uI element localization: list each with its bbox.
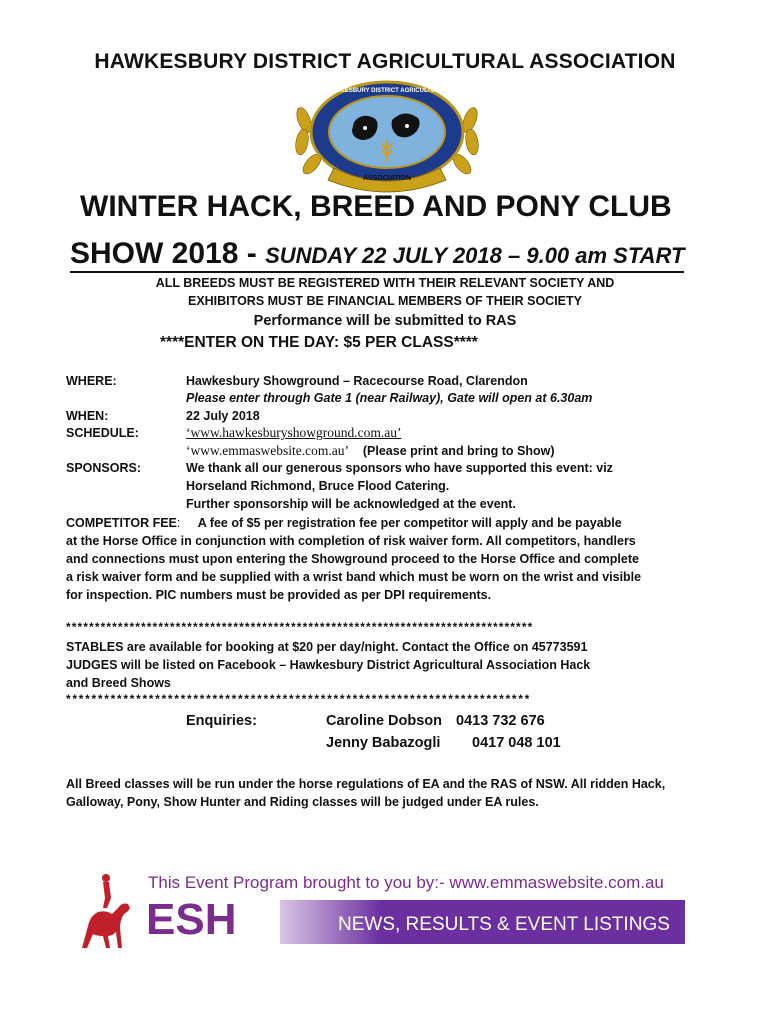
gate-note: Please enter through Gate 1 (near Railway), Gate will open at 6.30am: [186, 391, 593, 405]
event-date-start: SUNDAY 22 JULY 2018 – 9.00 am START: [265, 243, 685, 268]
organisation-name: HAWKESBURY DISTRICT AGRICULTURAL ASSOCIATION: [94, 50, 676, 73]
registration-notice-1: ALL BREEDS MUST BE REGISTERED WITH THEIR RELEVANT SOCIETY AND: [155, 276, 615, 290]
competitor-fee-label: COMPETITOR FEE: [66, 516, 177, 530]
competitor-fee-text-1: A fee of $5 per registration fee per competitor will apply and be payable: [197, 516, 622, 530]
where-value: Hawkesbury Showground – Racecourse Road, Clarendon: [186, 374, 528, 388]
sponsor-banner[interactable]: [70, 864, 690, 954]
logo-top-text: HAWKESBURY DISTRICT AGRICULTURAL: [326, 88, 448, 94]
competitor-fee-line-3: and connections must upon entering the Showground proceed to the Horse Office and complete: [66, 552, 639, 566]
where-label: WHERE:: [66, 374, 117, 388]
competitor-fee-line-4: a risk waiver form and be supplied with a wrist band which must be worn on the wrist and visible: [66, 570, 642, 584]
banner-bar-text: NEWS, RESULTS & EVENT LISTINGS: [338, 914, 670, 935]
logo-bottom-text: ASSOCIATION: [362, 175, 412, 182]
enter-on-day-notice: ****ENTER ON THE DAY: $5 PER CLASS****: [160, 334, 478, 351]
when-label: WHEN:: [66, 409, 109, 423]
banner-graphic: [70, 864, 690, 954]
registration-notice-2: EXHIBITORS MUST BE FINANCIAL MEMBERS OF THEIR SOCIETY: [187, 294, 582, 308]
enquiries-label: Enquiries:: [186, 713, 257, 729]
contact-name-2: Jenny Babazogli: [326, 735, 441, 751]
event-title-line2: [70, 237, 684, 273]
competitor-fee-line-1: [66, 514, 716, 532]
stables-judges-block: [66, 638, 716, 692]
contact-name-1: Caroline Dobson: [326, 713, 443, 729]
sponsors-label: SPONSORS:: [66, 461, 142, 475]
schedule-link-showground[interactable]: ‘www.hawkesburyshowground.com.au’: [186, 425, 402, 440]
judges-notice-2: and Breed Shows: [66, 676, 171, 690]
contact-phone-2[interactable]: 0417 048 101: [472, 735, 561, 751]
stables-notice: STABLES are available for booking at $20 per day/night. Contact the Office on 45773591: [66, 640, 588, 654]
performance-notice: Performance will be submitted to RAS: [253, 313, 517, 329]
contact-phone-1[interactable]: 0413 732 676: [456, 713, 545, 729]
banner-brand-logo: ESH: [146, 895, 237, 944]
sponsors-line-3: Further sponsorship will be acknowledged at the event.: [186, 497, 516, 511]
rules-paragraph: [66, 775, 726, 811]
when-value: 22 July 2018: [186, 409, 260, 423]
separator-stars-2: *************************************************************************: [66, 692, 532, 706]
event-title-line1: WINTER HACK, BREED AND PONY CLUB: [80, 190, 672, 223]
schedule-note: (Please print and bring to Show): [362, 444, 555, 458]
schedule-label: SCHEDULE:: [66, 426, 139, 440]
rules-line-2: Galloway, Pony, Show Hunter and Riding classes will be judged under EA rules.: [66, 795, 539, 809]
judges-notice-1: JUDGES will be listed on Facebook – Hawkesbury District Agricultural Association Hack: [66, 658, 591, 672]
competitor-fee-colon: :: [176, 516, 181, 530]
sponsors-line-1: We thank all our generous sponsors who have supported this event: viz: [186, 461, 613, 475]
competitor-fee-line-5: for inspection. PIC numbers must be provided as per DPI requirements.: [66, 588, 492, 602]
event-title-year: SHOW 2018 -: [70, 237, 266, 270]
schedule-line-2: [186, 443, 555, 459]
association-logo: [292, 80, 482, 195]
competitor-fee-line-2: at the Horse Office in conjunction with completion of risk waiver form. All competitors, handlers: [66, 534, 636, 548]
banner-tagline: This Event Program brought to you by:- www.emmaswebsite.com.au: [148, 873, 664, 892]
sponsors-line-2: Horseland Richmond, Bruce Flood Catering.: [186, 479, 450, 493]
competitor-fee-paragraph: [66, 514, 716, 604]
rules-line-1: All Breed classes will be run under the horse regulations of EA and the RAS of NSW. All ridden Hack,: [66, 777, 666, 791]
separator-stars-1: *********************************************************************************: [66, 620, 534, 634]
horse-rider-icon: [82, 874, 130, 948]
schedule-link-emmaswebsite[interactable]: ‘www.emmaswebsite.com.au’: [186, 443, 349, 458]
